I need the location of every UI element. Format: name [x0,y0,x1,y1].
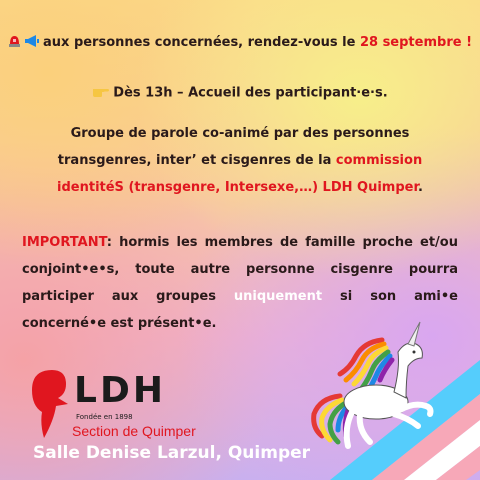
ldh-logo-icon [30,368,72,440]
important-label: IMPORTANT [22,235,107,250]
unicorn-illustration [310,318,470,458]
important-text: : hormis les membres de famille proche et/ou conjoint•e•s, toute autre personne cisgenre pourra participer aux groupes [22,235,458,304]
schedule-text: Dès 13h – Accueil des participant·e·s. [113,85,388,101]
announcement-text: aux personnes concernées, rendez-vous le [43,35,360,50]
founded-text: Fondée en 1898 [76,413,133,421]
description-paragraph [24,120,456,201]
ldh-logo [30,368,270,448]
event-date: 28 septembre ! [359,35,472,50]
venue-text: Salle Denise Larzul, Quimper [33,443,311,463]
announcement-line [0,34,480,51]
uniquement-highlight: uniquement [233,289,323,304]
schedule-line [0,84,480,102]
pointing-hand-icon [92,84,110,102]
important-end: si son ami•e concerné•e est présent•e. [22,289,458,331]
description-end: . [418,180,423,195]
siren-icon [8,34,21,51]
description-text: Groupe de parole co-animé par des personnes transgenres, inter’ et cisgenres de la [57,126,410,168]
ldh-wordmark: LDH [74,370,166,411]
commission-name: commission identitéS (transgenre, Intersexe,…) LDH Quimper [57,153,423,195]
megaphone-icon [24,34,40,51]
section-name: Section de Quimper [72,423,196,439]
